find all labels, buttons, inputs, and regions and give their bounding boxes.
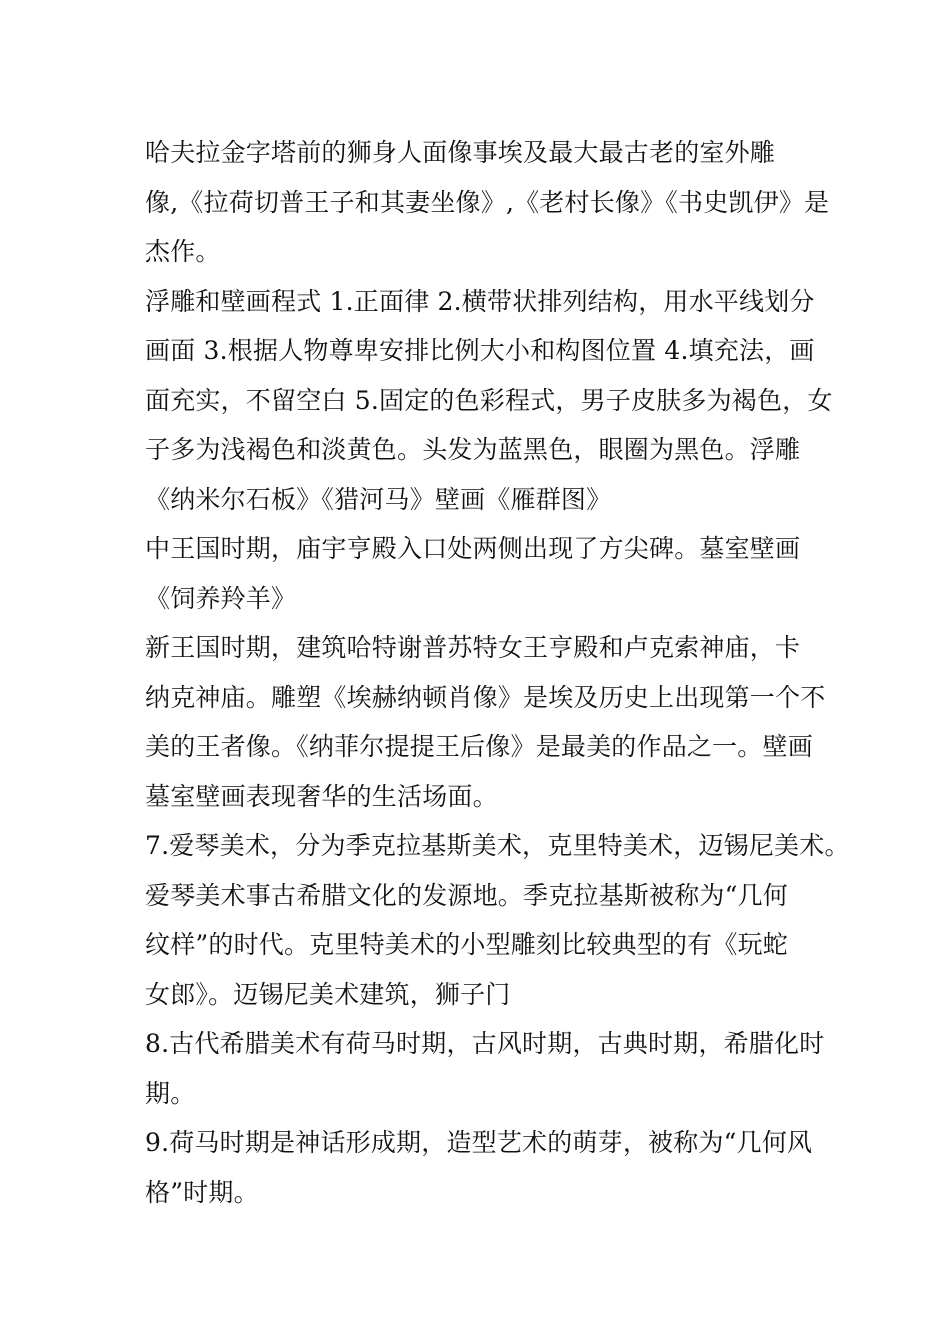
text-line: 新王国时期，建筑哈特谢普苏特女王亨殿和卢克索神庙，卡	[145, 633, 801, 662]
text-line: 墓室壁画表现奢华的生活场面。	[145, 781, 498, 811]
text-line: 9.荷马时期是神话形成期，造型艺术的萌芽，被称为“几何风	[145, 1128, 813, 1157]
text-line: 8.古代希腊美术有荷马时期，古风时期，古典时期，希腊化时	[145, 1029, 825, 1058]
text-line: 7.爱琴美术，分为季克拉基斯美术，克里特美术，迈锡尼美术。	[145, 831, 850, 860]
text-line: 《纳米尔石板》《猎河马》壁画《雁群图》	[145, 484, 612, 514]
text-line: 子多为浅褐色和淡黄色。头发为蓝黑色，眼圈为黑色。浮雕	[145, 435, 801, 464]
text-line: 杰作。	[145, 237, 221, 266]
text-line: 中王国时期，庙宇亨殿入口处两侧出现了方尖碑。墓室壁画	[145, 534, 801, 563]
text-line: 格”时期。	[145, 1177, 259, 1207]
text-line: 女郎》。迈锡尼美术建筑，狮子门	[145, 979, 511, 1009]
text-line: 面充实，不留空白 5.固定的色彩程式，男子皮肤多为褐色，女	[145, 385, 833, 415]
text-line: 像,《拉荷切普王子和其妻坐像》,《老村长像》《书史凯伊》是	[145, 187, 830, 217]
text-line: 期。	[145, 1078, 196, 1108]
text-line: 爱琴美术事古希腊文化的发源地。季克拉基斯被称为“几何	[145, 880, 788, 910]
text-line: 纹样”的时代。克里特美术的小型雕刻比较典型的有《玩蛇	[145, 930, 788, 959]
text-line: 美的王者像。《纳菲尔提提王后像》是最美的作品之一。壁画	[145, 732, 813, 761]
text-line: 画面 3.根据人物尊卑安排比例大小和构图位置 4.填充法，画	[145, 336, 815, 365]
text-line: 浮雕和壁画程式 1.正面律 2.横带状排列结构，用水平线划分	[145, 286, 815, 316]
text-line: 纳克神庙。雕塑《埃赫纳顿肖像》是埃及历史上出现第一个不	[145, 682, 826, 712]
text-line: 《饲养羚羊》	[145, 583, 297, 613]
document-body	[145, 128, 850, 1217]
text-line: 哈夫拉金字塔前的狮身人面像事埃及最大最古老的室外雕	[145, 138, 776, 167]
